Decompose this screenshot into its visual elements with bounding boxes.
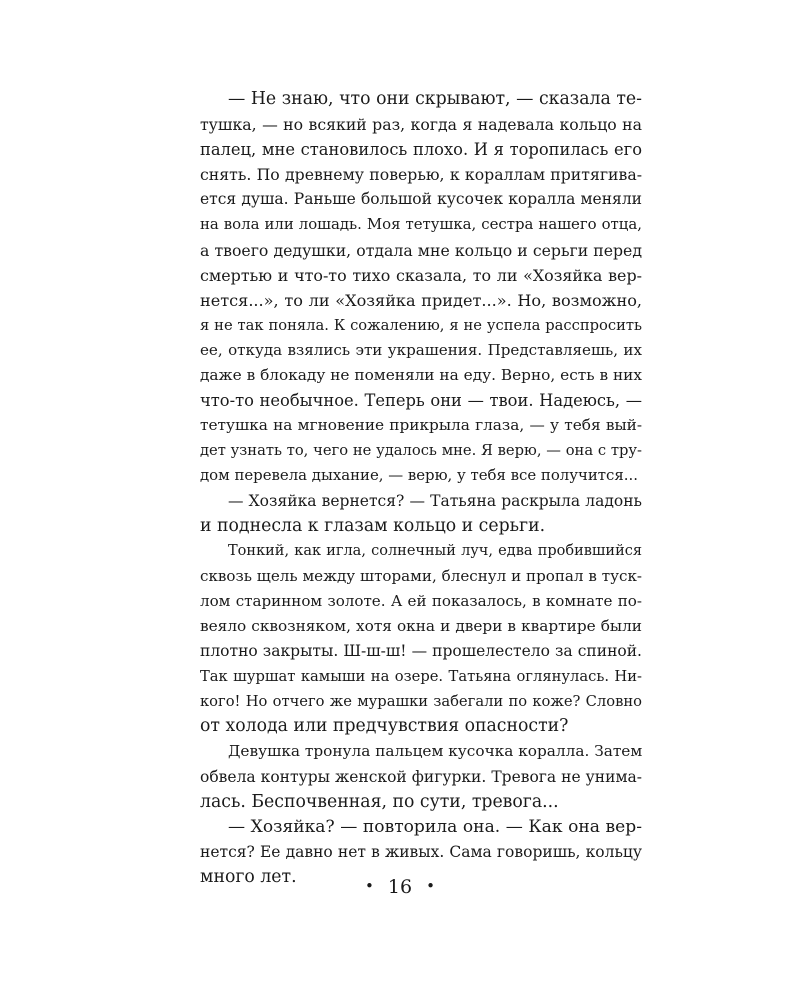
text-line: нется? Ее давно нет в живых. Сама говоришь, кольцу [200, 842, 642, 861]
text-line: веяло сквозняком, хотя окна и двери в квартире были [200, 616, 642, 635]
paragraph [200, 739, 642, 814]
text-line: — Не знаю, что они скрывают, — сказала те- [228, 89, 642, 109]
text-line: ется душа. Раньше большой кусочек коралла меняли [200, 190, 642, 209]
text-line: Так шуршат камыши на озере. Татьяна оглянулась. Ни- [200, 668, 642, 686]
page-number: 16 [387, 876, 413, 898]
body-text [200, 87, 642, 890]
text-line: Девушка тронула пальцем кусочка коралла. Затем [228, 742, 643, 761]
text-line: а твоего дедушки, отдала мне кольцо и серьги перед [200, 240, 642, 260]
text-line: лом старинном золоте. А ей показалось, в комнате по- [200, 591, 642, 610]
left-ornament: • [365, 877, 374, 895]
text-line: кого! Но отчего же мурашки забегали по коже? Словно [200, 693, 642, 711]
text-line: лась. Беспочвенная, по сути, тревога... [200, 791, 559, 812]
paragraph [200, 539, 642, 740]
paragraph [200, 87, 642, 489]
text-line: обвела контуры женской фигурки. Тревога не унима- [200, 767, 642, 786]
text-line: что-то необычное. Теперь они — твои. Надеюсь, — [200, 391, 642, 411]
text-line: дет узнать то, чего не удалось мне. Я верю, — она с тру- [200, 442, 642, 460]
text-line: и поднесла к глазам кольцо и серьги. [200, 515, 546, 536]
text-line: тетушка на мгновение прикрыла глаза, — у тебя вый- [200, 416, 642, 435]
right-ornament: • [426, 877, 435, 895]
text-line: я не так поняла. К сожалению, я не успела расспросить [200, 316, 642, 334]
text-line: палец, мне становилось плохо. И я торопилась его [200, 140, 642, 160]
paragraph [200, 489, 642, 539]
text-line: плотно закрыты. Ш-ш-ш! — прошелестело за спиной. [200, 642, 642, 661]
text-line: дом перевела дыхание, — верю, у тебя все получится... [200, 466, 638, 485]
text-line: снять. По древнему поверью, к кораллам притягива- [200, 165, 642, 185]
text-line: ее, откуда взялись эти украшения. Представляешь, их [200, 340, 642, 359]
page-number-footer [0, 876, 800, 898]
text-line: нется...», то ли «Хозяйка придет...». Но, возможно, [200, 290, 642, 310]
text-line: на вола или лошадь. Моя тетушка, сестра нашего отца, [200, 215, 642, 234]
text-line: — Хозяйка вернется? — Татьяна раскрыла ладонь [228, 491, 642, 510]
text-line: смертью и что-то тихо сказала, то ли «Хозяйка вер- [200, 265, 642, 285]
text-line: даже в блокаду не поменяли на еду. Верно, есть в них [200, 366, 642, 385]
text-line: от холода или предчувствия опасности? [200, 716, 569, 737]
text-line: сквозь щель между шторами, блеснул и пропал в туск- [200, 566, 642, 585]
text-line: тушка, — но всякий раз, когда я надевала кольцо на [200, 115, 642, 135]
text-line: много лет. [200, 866, 297, 887]
text-line: — Хозяйка? — повторила она. — Как она вер- [228, 816, 642, 837]
text-line: Тонкий, как игла, солнечный луч, едва пробившийся [228, 542, 642, 559]
